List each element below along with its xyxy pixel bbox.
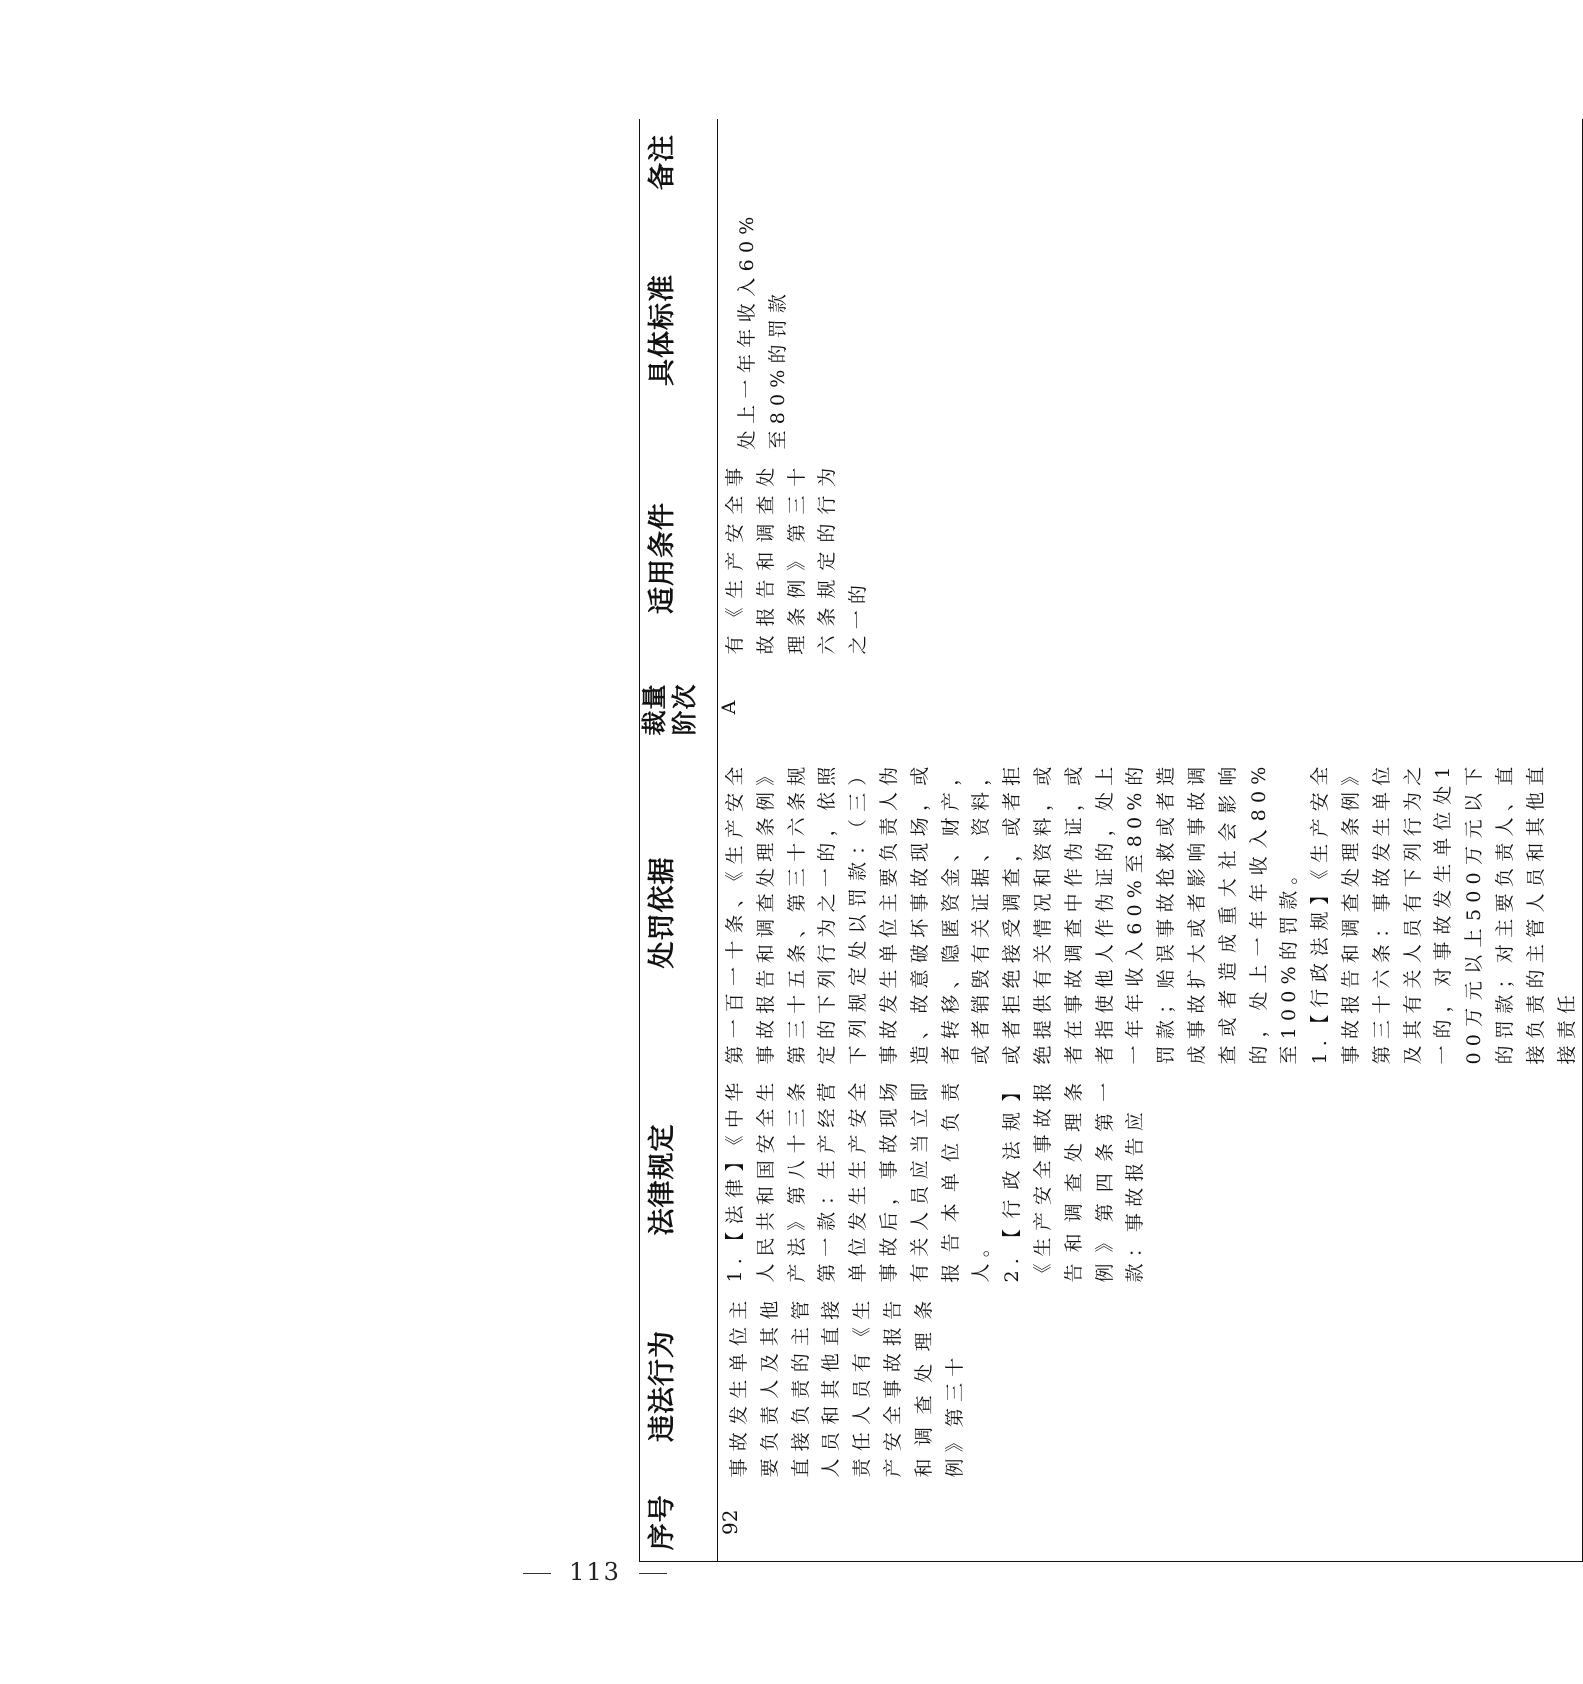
page-footer — [0, 1558, 1190, 1586]
page-number: 113 — [569, 1558, 621, 1586]
cell-conditions: 有《生产安全事故报告和调查处理条例》第三十六条规定的行为之一的 — [718, 456, 1583, 661]
cell-violation: 事故发生单位主要负责人及其他直接负责的主管人员和其他直接责任人员有《生产安全事故报告和调查处理条例》第三十 — [718, 1289, 1583, 1484]
header-violation: 违法行为 — [640, 1289, 718, 1484]
cell-discretion-level: A — [718, 661, 1583, 755]
header-penalty-basis: 处罚依据 — [640, 755, 718, 1071]
cell-seq: 92 — [718, 1484, 1583, 1562]
header-conditions: 适用条件 — [640, 456, 718, 661]
cell-standard: 处上一年年收入60%至80%的罚款 — [718, 205, 1583, 456]
cell-remarks — [718, 120, 1583, 205]
rotated-table-frame — [639, 120, 1578, 1562]
footer-dash-right — [639, 1573, 667, 1575]
header-standard: 具体标准 — [640, 205, 718, 456]
header-discretion-level: 裁量阶次 — [640, 661, 718, 755]
header-seq: 序号 — [640, 1484, 718, 1562]
header-remarks: 备注 — [640, 120, 718, 205]
table-row — [718, 120, 1583, 1562]
header-legal-provision: 法律规定 — [640, 1071, 718, 1289]
cell-legal-provision: 1.【法律】《中华人民共和国安全生产法》第八十三条第一款：生产经营单位发生生产安全事故后，事故现场有关人员应当立即报告本单位负责人。 2.【行政法规】《生产安全事故报告和调查处理条例》第四条第一款：事故报告应 — [718, 1071, 1583, 1289]
cell-penalty-basis: 第一百一十条、《生产安全事故报告和调查处理条例》第三十五条、第三十六条规定的下列行为之一的，依照下列规定处以罚款：（三）事故发生单位主要负责人伪造、故意破坏事故现场，或者转移、隐匿资金、财产，或者销毁有关证据、资料，或者拒绝接受调查，或者拒绝提供有关情况和资料，或者在事故调查中作伪证，或者指使他人作伪证的，处上一年年收入60%至80%的罚款；贻误事故抢救或者造成事故扩大或者影响事故调查或者造成重大社会影响的，处上一年年收入80%至100%的罚款。 1.【行政法规】《生产安全事故报告和调查处理条例》第三十六条：事故发生单位及其有关人员有下列行为之一的，对事故发生单位处100万元以上500万元以下的罚款；对主要负责人、直接负责的主管人员和其他直接责任 — [718, 755, 1583, 1071]
footer-dash-left — [523, 1573, 551, 1575]
penalty-table — [639, 120, 1583, 1563]
header-row — [640, 120, 718, 1562]
